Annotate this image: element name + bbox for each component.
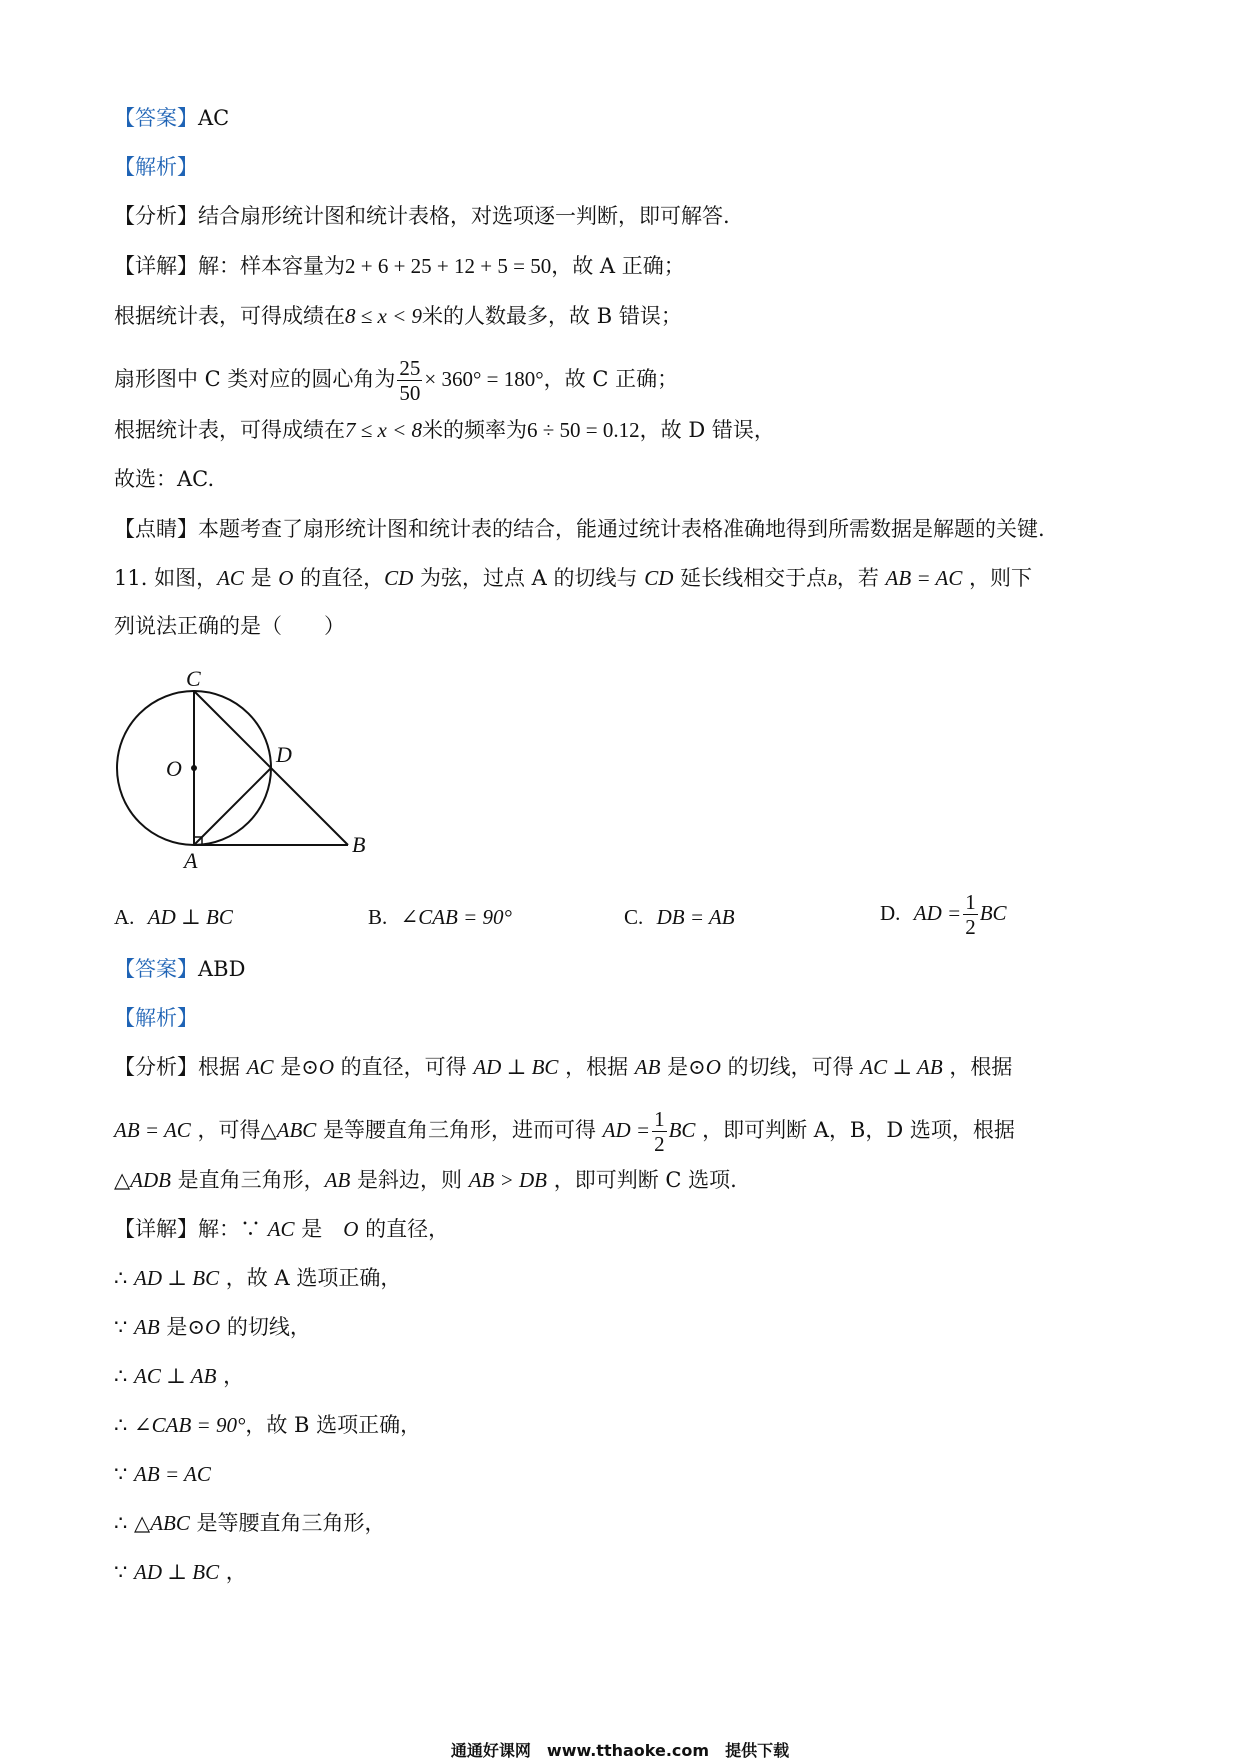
stem-math-eq: AB = AC: [885, 566, 963, 590]
answer-text: ABD: [198, 957, 246, 981]
fenxi-text: 是斜边，则: [350, 1168, 469, 1192]
fenxi-math: BC: [668, 1118, 696, 1142]
line4-text-a: 根据统计表，可得成绩在: [114, 418, 345, 442]
q11-fenxi-line3: [114, 1166, 737, 1194]
option-d-fraction: [963, 890, 978, 939]
detail-math: O: [205, 1315, 221, 1339]
option-b-label: B.: [368, 905, 388, 929]
fenxi-math: ABC: [276, 1118, 317, 1142]
q11-analysis-line: [114, 1004, 198, 1032]
fenxi-math: AB = AC: [114, 1118, 191, 1142]
detail-math: AD ⊥ BC: [134, 1560, 220, 1584]
fenxi-math: AC: [246, 1055, 274, 1079]
label-b: B: [352, 832, 366, 857]
fraction-25-50: [397, 356, 422, 405]
detail-math: AD ⊥ BC: [134, 1266, 220, 1290]
analysis-tag: 【解析】: [114, 1006, 198, 1030]
detail-text: ，: [216, 1364, 245, 1388]
fenxi-math: ADB: [130, 1168, 171, 1192]
fraction-denominator: 50: [399, 381, 421, 405]
option-c-text: DB = AB: [656, 905, 735, 929]
option-d: [880, 890, 1007, 939]
option-d-label: D.: [880, 901, 901, 925]
page-footer: 通通好课网 www.tthaoke.com 提供下载: [450, 1741, 790, 1760]
geometry-figure: [100, 660, 390, 880]
stem-text: 是: [243, 566, 279, 590]
fenxi-text: 是等腰直角三角形，进而可得: [316, 1118, 603, 1142]
q11-detail-line7: [114, 1509, 386, 1537]
fenxi-tag: 【分析】: [114, 1055, 198, 1079]
q11-detail-line6: [114, 1460, 211, 1488]
line2-inequality: 8 ≤ x < 9: [345, 304, 423, 328]
fenxi-text: ，根据: [942, 1055, 1013, 1079]
fraction-numerator: 25: [399, 356, 421, 380]
fenxi-math: O: [318, 1055, 334, 1079]
detail-text: ∵: [114, 1560, 135, 1584]
detail-text: 是等腰直角三角形，: [189, 1511, 386, 1535]
fenxi-text: 结合扇形统计图和统计表格，对选项逐一判断，即可解答.: [198, 204, 730, 228]
q11-detail-line3: [114, 1313, 311, 1341]
q11-detail-line8: [114, 1558, 247, 1586]
fenxi-text: ，可得: [190, 1118, 261, 1142]
detail-math: AC: [267, 1217, 295, 1241]
option-b-text: ∠CAB = 90°: [400, 905, 512, 929]
q11-detail-line1: [114, 1215, 449, 1243]
label-a: A: [184, 848, 198, 873]
q10-line2: [114, 302, 682, 330]
stem-math-ac: AC: [217, 566, 244, 590]
line4-calc: 6 ÷ 50 = 0.12: [527, 418, 640, 442]
option-a-text: AD ⊥ BC: [147, 905, 233, 929]
line3-text-a: 扇形图中 C 类对应的圆心角为: [114, 367, 396, 391]
stem-math-b: B: [827, 572, 837, 589]
stem-text: 为弦，过点 A 的切线与: [413, 566, 645, 590]
fenxi-text: ，即可判断 C 选项.: [547, 1168, 737, 1192]
stem-text: 11. 如图，: [114, 566, 218, 590]
stem-text: 的直径，: [293, 566, 385, 590]
detail-text: ∵: [114, 1462, 135, 1486]
detail-text: ∴: [114, 1511, 135, 1535]
q11-detail-line5: [114, 1411, 421, 1439]
option-d-text-b: BC: [979, 901, 1007, 925]
option-a-label: A.: [114, 905, 135, 929]
detail-tag: 【详解】: [114, 1217, 198, 1241]
detail-text: 是: [159, 1315, 188, 1339]
fenxi-text: 的切线，可得: [720, 1055, 861, 1079]
fenxi-fraction: [652, 1107, 667, 1156]
detail-text: 的切线，: [220, 1315, 311, 1339]
triangle-symbol: △: [260, 1118, 277, 1142]
detail-a: ，故 A 正确；: [551, 254, 685, 278]
label-o: O: [166, 756, 182, 781]
line2-text-b: 米的人数最多，故 B 错误；: [422, 304, 682, 328]
detail-math: AB = AC: [134, 1462, 211, 1486]
fenxi-math: AB > DB: [468, 1168, 548, 1192]
answer-text: AC: [198, 106, 230, 130]
detail-text: 是: [294, 1217, 344, 1241]
q10-choose-line: [114, 465, 214, 493]
fenxi-math: AB: [324, 1168, 351, 1192]
circle-symbol: ⊙: [688, 1055, 706, 1079]
detail-math: AB: [134, 1315, 160, 1339]
option-c-label: C.: [624, 905, 644, 929]
fenxi-text: 是: [660, 1055, 689, 1079]
detail-text: ∴: [114, 1413, 135, 1437]
option-b: [368, 903, 512, 931]
dianjing-text: 本题考查了扇形统计图和统计表的结合，能通过统计表格准确地得到所需数据是解题的关键.: [198, 517, 1045, 541]
fenxi-text: ，即可判断 A，B，D 选项，根据: [695, 1118, 1015, 1142]
option-c: [624, 903, 735, 931]
answer-tag: 【答案】: [114, 957, 198, 981]
q10-line3: [114, 356, 678, 405]
triangle-symbol: △: [114, 1168, 131, 1192]
q11-stem-line2: [114, 612, 345, 640]
q11-stem-line1: [114, 564, 1032, 595]
q10-fenxi-line: [114, 202, 730, 230]
q11-detail-line2: [114, 1264, 401, 1292]
fraction-denominator: 2: [654, 1132, 665, 1156]
segment-ad: [194, 768, 271, 845]
choose-text: 故选：AC.: [114, 467, 215, 491]
stem-text: ，若: [836, 566, 886, 590]
fenxi-math: AD ⊥ BC: [473, 1055, 559, 1079]
q10-line4: [114, 416, 775, 444]
line2-text-a: 根据统计表，可得成绩在: [114, 304, 345, 328]
fraction-numerator: 1: [965, 890, 976, 914]
detail-text: 的直径，: [358, 1217, 450, 1241]
stem-text: 延长线相交于点: [673, 566, 828, 590]
answer-tag: 【答案】: [114, 106, 198, 130]
line4-inequality: 7 ≤ x < 8: [345, 418, 423, 442]
stem-text: ，则下: [962, 566, 1033, 590]
q11-fenxi-line2: [114, 1107, 1015, 1156]
detail-math: AC ⊥ AB: [134, 1364, 217, 1388]
triangle-symbol: △: [134, 1511, 151, 1535]
stem-math-cd: CD: [644, 566, 674, 590]
fenxi-text: 是: [273, 1055, 302, 1079]
label-c: C: [186, 666, 201, 691]
dianjing-tag: 【点睛】: [114, 517, 198, 541]
fenxi-text: 根据: [198, 1055, 247, 1079]
fraction-numerator: 1: [654, 1107, 665, 1131]
stem-math-o: O: [278, 566, 294, 590]
analysis-tag: 【解析】: [114, 155, 198, 179]
fenxi-tag: 【分析】: [114, 204, 198, 228]
option-d-text-a: AD =: [913, 901, 962, 925]
detail-text: ∵: [114, 1315, 135, 1339]
fenxi-text: 是直角三角形，: [170, 1168, 325, 1192]
q10-dianjing-line: [114, 515, 1045, 543]
center-point: [191, 765, 197, 771]
q11-detail-line4: [114, 1362, 244, 1390]
fenxi-math: AB: [634, 1055, 661, 1079]
detail-tag: 【详解】: [114, 254, 198, 278]
circle-symbol: ⊙: [187, 1315, 205, 1339]
fenxi-text: 的直径，可得: [334, 1055, 474, 1079]
detail-sum: 2 + 6 + 25 + 12 + 5 = 50: [345, 254, 552, 278]
detail-text: ∴: [114, 1266, 135, 1290]
q10-detail-line: [114, 252, 685, 280]
fenxi-math: O: [705, 1055, 721, 1079]
label-d: D: [276, 742, 292, 767]
detail-math: ABC: [150, 1511, 190, 1535]
line4-text-b: 米的频率为: [422, 418, 528, 442]
line3-text-c: ，故 C 正确；: [543, 367, 679, 391]
detail-math: ∠CAB = 90°: [134, 1413, 246, 1437]
detail-text: ∴: [114, 1364, 135, 1388]
fenxi-math: AC ⊥ AB: [860, 1055, 943, 1079]
stem-text: 列说法正确的是（ ）: [114, 614, 345, 638]
q10-analysis-line: [114, 153, 198, 181]
q11-answer-line: [114, 955, 245, 983]
option-a: [114, 903, 233, 931]
detail-intro: 解：样本容量为: [198, 254, 345, 278]
detail-text: ，: [219, 1560, 247, 1584]
stem-math-cd: CD: [384, 566, 414, 590]
detail-math: O: [343, 1217, 359, 1241]
detail-text: ，故 A 选项正确，: [219, 1266, 402, 1290]
line4-text-c: ，故 D 错误，: [639, 418, 775, 442]
fraction-denominator: 2: [965, 915, 976, 939]
q10-answer-line: [114, 104, 229, 132]
detail-text: 解：∵: [198, 1217, 268, 1241]
fenxi-math: AD =: [602, 1118, 651, 1142]
line3-calc: × 360° = 180°: [424, 367, 544, 391]
q11-fenxi-line1: [114, 1053, 1012, 1081]
circle-symbol: ⊙: [301, 1055, 319, 1079]
fenxi-text: ，根据: [558, 1055, 635, 1079]
detail-text: ，故 B 选项正确，: [245, 1413, 422, 1437]
